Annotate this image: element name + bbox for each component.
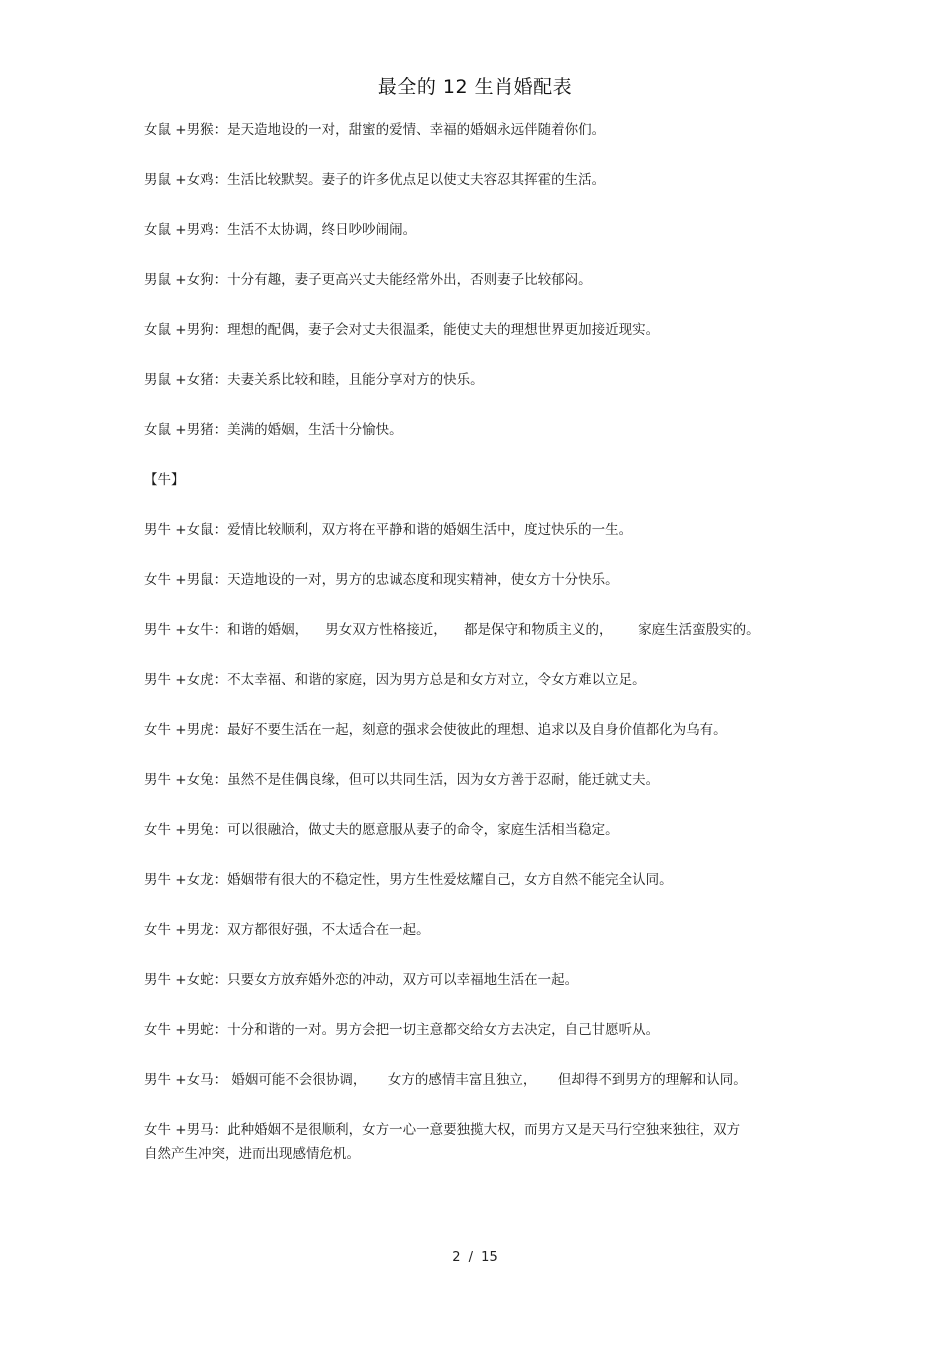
entry-paragraph: [144, 718, 744, 742]
entry-paragraph: [144, 1118, 744, 1166]
pair-description: 婚姻可能不会很协调， 女方的感情丰富且独立， 但却得不到男方的理解和认同。: [227, 1072, 747, 1088]
section-label: 【牛】: [144, 472, 185, 488]
pair-label: 男牛 +女马：: [144, 1072, 228, 1088]
entry-paragraph: [144, 1068, 824, 1092]
entry-paragraph: [144, 818, 824, 842]
entry-paragraph: [144, 968, 824, 992]
pair-description: 可以很融洽，做丈夫的愿意服从妻子的命令，家庭生活相当稳定。: [227, 822, 619, 838]
pair-label: 男鼠 +女猪：: [144, 372, 228, 388]
pair-description: 十分和谐的一对。男方会把一切主意都交给女方去决定，自己甘愿听从。: [227, 1022, 660, 1038]
pair-label: 男牛 +女蛇：: [144, 972, 228, 988]
pair-label: 女牛 +男龙：: [144, 922, 228, 938]
pair-label: 男鼠 +女狗：: [144, 272, 228, 288]
section-heading: [144, 468, 824, 492]
entry-paragraph: [144, 318, 824, 342]
pair-description: 十分有趣，妻子更高兴丈夫能经常外出，否则妻子比较郁闷。: [227, 272, 592, 288]
pair-description: 不太幸福、和谐的家庭，因为男方总是和女方对立，令女方难以立足。: [227, 672, 646, 688]
pair-label: 女鼠 +男猴：: [144, 122, 228, 138]
entry-paragraph: [144, 218, 824, 242]
entry-paragraph: [144, 768, 824, 792]
pair-label: 女鼠 +男猪：: [144, 422, 228, 438]
pair-label: 男牛 +女虎：: [144, 672, 228, 688]
pair-label: 女牛 +男蛇：: [144, 1022, 228, 1038]
entry-paragraph: [144, 418, 824, 442]
pair-description: 美满的婚姻，生活十分愉快。: [227, 422, 403, 438]
entry-paragraph: [144, 618, 824, 642]
entry-paragraph: [144, 668, 824, 692]
pair-label: 男牛 +女牛：: [144, 622, 228, 638]
pair-label: 女鼠 +男狗：: [144, 322, 228, 338]
pair-description: 最好不要生活在一起，刻意的强求会使彼此的理想、追求以及自身价值都化为乌有。: [227, 722, 727, 738]
pair-description: 爱情比较顺利，双方将在平静和谐的婚姻生活中，度过快乐的一生。: [227, 522, 633, 538]
entry-paragraph: [144, 168, 824, 192]
entry-paragraph: [144, 118, 824, 142]
entry-paragraph: [144, 268, 824, 292]
pair-label: 男牛 +女鼠：: [144, 522, 228, 538]
pair-label: 女牛 +男马：: [144, 1122, 228, 1138]
entry-paragraph: [144, 918, 824, 942]
pair-description: 此种婚姻不是很顺利，女方一心一意要独揽大权，而男方又是天马行空独来独往，双方自然产生冲突，进而出现感情危机。: [144, 1122, 741, 1162]
pair-label: 女牛 +男兔：: [144, 822, 228, 838]
pair-description: 双方都很好强，不太适合在一起。: [227, 922, 430, 938]
page-number: 2 / 15: [452, 1250, 498, 1265]
entry-paragraph: [144, 1018, 824, 1042]
entry-paragraph: [144, 368, 824, 392]
pair-description: 和谐的婚姻， 男女双方性格接近， 都是保守和物质主义的， 家庭生活蛮殷实的。: [227, 622, 760, 638]
pair-description: 生活不太协调，终日吵吵闹闹。: [227, 222, 417, 238]
pair-description: 是天造地设的一对，甜蜜的爱情、幸福的婚姻永远伴随着你们。: [227, 122, 606, 138]
pair-description: 理想的配偶，妻子会对丈夫很温柔，能使丈夫的理想世界更加接近现实。: [227, 322, 660, 338]
pair-description: 虽然不是佳偶良缘，但可以共同生活，因为女方善于忍耐，能迁就丈夫。: [227, 772, 660, 788]
page-title: 最全的 12 生肖婚配表: [377, 76, 573, 98]
entry-paragraph: [144, 518, 824, 542]
pair-label: 男牛 +女兔：: [144, 772, 228, 788]
entry-paragraph: [144, 568, 824, 592]
pair-label: 女牛 +男鼠：: [144, 572, 228, 588]
pair-label: 男牛 +女龙：: [144, 872, 228, 888]
pair-description: 婚姻带有很大的不稳定性，男方生性爱炫耀自己，女方自然不能完全认同。: [227, 872, 673, 888]
entry-paragraph: [144, 868, 824, 892]
pair-label: 女牛 +男虎：: [144, 722, 228, 738]
pair-label: 女鼠 +男鸡：: [144, 222, 228, 238]
pair-description: 生活比较默契。妻子的许多优点足以使丈夫容忍其挥霍的生活。: [227, 172, 606, 188]
pair-description: 天造地设的一对，男方的忠诚态度和现实精神，使女方十分快乐。: [227, 572, 619, 588]
document-body: [144, 118, 824, 1192]
pair-description: 只要女方放弃婚外恋的冲动，双方可以幸福地生活在一起。: [227, 972, 579, 988]
pair-description: 夫妻关系比较和睦，且能分享对方的快乐。: [227, 372, 484, 388]
pair-label: 男鼠 +女鸡：: [144, 172, 228, 188]
